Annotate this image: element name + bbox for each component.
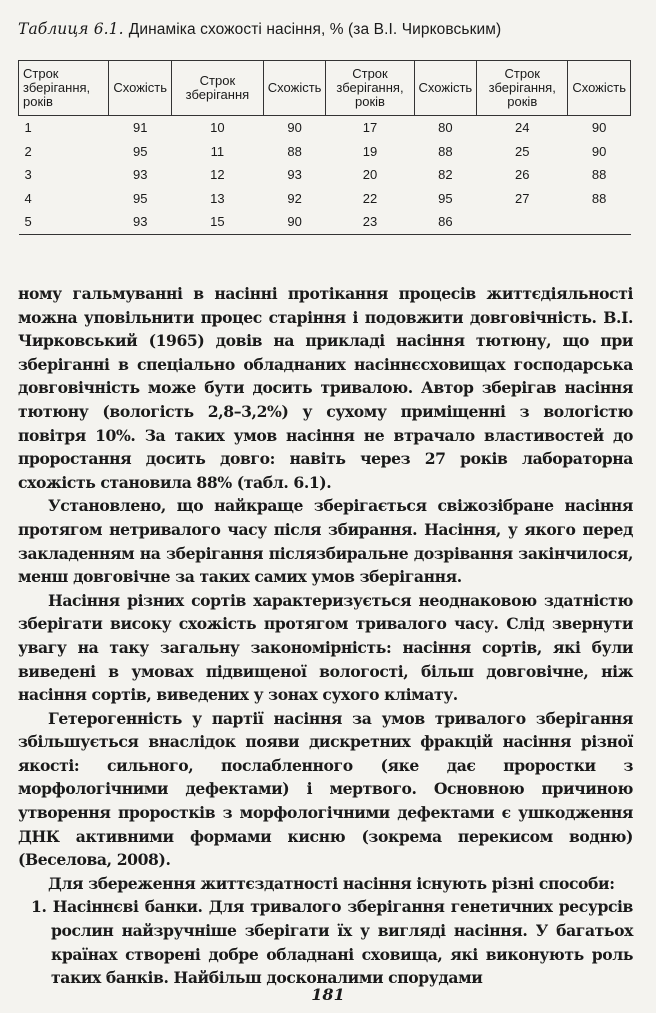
table-cell: 90 [591,120,607,136]
table-cell: 5 [19,210,109,234]
caption-title: Динаміка схожості насіння, % (за В.І. Чирковським) [128,21,502,38]
table-cell: 13 [210,190,225,206]
table-cell [568,210,631,234]
table-row [19,116,631,140]
caption-label: Таблиця 6.1. [18,20,124,38]
table-row [19,210,631,234]
table-cell: 93 [109,210,172,234]
page-number: 181 [311,985,345,1004]
table-cell: 15 [172,210,264,234]
body-text [18,282,633,990]
table-header: Строк зберігання, років [477,61,568,116]
table-row [19,187,631,211]
table-cell: 95 [132,190,148,206]
table-cell: 25 [515,143,530,159]
list-item: 1. Насіннєві банки. Для тривалого зберігання генетичних ресурсів рослин найзручніше зберігати їх у вигляді насіння. У багатьох країнах створені добре обладнані сховища, які виконують роль таких банків. Найбільш досконалими спорудами [31,897,633,988]
table-caption [18,20,648,39]
table-cell: 11 [210,143,225,159]
paragraph: ному гальмуванні в насінні протікання процесів життєдіяльності можна уповільнити процес старіння і подовжити довговічність. В.І. Чирковський (1965) довів на прикладі насіння тютюну, що при зберіганні в спеціально обладнаних насіннєсховищах господарська довговічність може бути досить тривалою. Автор зберігав насіння тютюну (вологість 2,8–3,2%) у сухому приміщенні з вологістю повітря 10%. За таких умов насіння не втрачало властивостей до проростання досить довго: навіть через 27 років лабораторна схожість становила 88% (табл. 6.1). [18,284,633,492]
table-cell: 95 [132,143,148,159]
table-cell: 91 [132,120,148,136]
table-cell: 93 [132,167,148,183]
table-cell: 88 [591,167,607,183]
table-cell: 27 [515,190,530,206]
seed-germination-table [18,60,631,235]
table-cell: 4 [24,190,32,206]
table-cell: 10 [210,120,225,136]
table-cell: 82 [438,167,453,183]
table-cell: 3 [24,167,32,183]
table-header: Строк зберігання, років [19,61,109,116]
table-cell: 88 [591,190,607,206]
paragraph: Для збереження життєздатності насіння існують різні способи: [48,873,615,893]
table-cell: 95 [438,190,453,206]
table-header: Схожість [414,61,477,116]
table-cell: 90 [591,143,607,159]
table-cell: 80 [438,120,453,136]
table-cell: 1 [24,120,32,136]
table-cell: 26 [515,167,530,183]
table-row [19,163,631,187]
paragraph: Насіння різних сортів характеризується неоднаковою здатністю зберігати високу схожість протягом тривалого часу. Слід звернути увагу на таку загальну закономірність: насіння сортів, які були виведені в умовах підвищеної вологості, більш довговічне, ніж насіння сортів, виведених у зонах сухого клімату. [18,590,633,705]
table-cell: 23 [326,210,414,234]
table-cell: 88 [438,143,453,159]
table-cell: 24 [515,120,530,136]
table-cell: 12 [210,167,225,183]
table-header: Схожість [263,61,326,116]
table-cell: 88 [287,143,302,159]
table-cell: 90 [287,120,302,136]
table-cell: 93 [287,167,302,183]
table-cell: 22 [362,190,378,206]
table-header-row [19,61,631,116]
paragraph: Установлено, що найкраще зберігається свіжозібране насіння протягом нетривалого часу після збирання. Насіння, у якого перед закладенням на зберігання післязбиральне дозрівання закінчилося, менш довговічне за таких самих умов зберігання. [18,496,633,587]
table-header: Строк зберігання, років [326,61,414,116]
table-cell: 92 [287,190,302,206]
table-cell: 86 [414,210,477,234]
table-cell: 19 [362,143,378,159]
table-header: Строк зберігання [172,61,264,116]
table-cell: 90 [263,210,326,234]
table-header: Схожість [568,61,631,116]
table-header: Схожість [109,61,172,116]
table-cell: 20 [362,167,378,183]
table-cell: 17 [362,120,378,136]
table-cell: 2 [24,143,32,159]
table-row [19,140,631,164]
paragraph: Гетерогенність у партії насіння за умов тривалого зберігання збільшується внаслідок появи дискретних фракцій насіння різної якості: сильного, послабленного (яке дає проростки з морфологічними дефектами) і мертвого. Основною причиною утворення проростків з морфологічними дефектами є ушкодження ДНК активними формами кисню (зокрема перекисом водню) (Веселова, 2008). [18,708,633,870]
table-cell [477,210,568,234]
